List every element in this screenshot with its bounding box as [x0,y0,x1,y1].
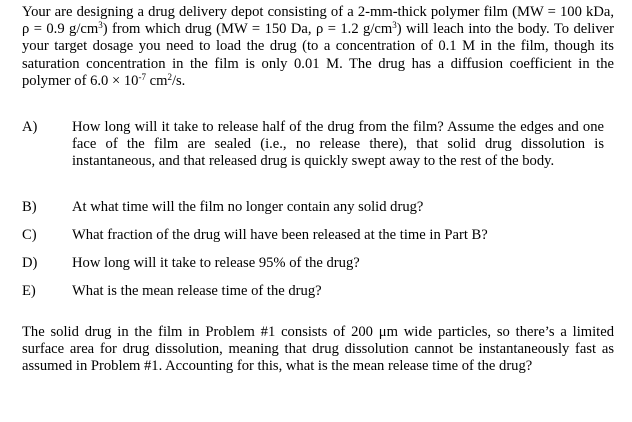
problem-1-text-segment: cm [145,72,168,89]
question-text: At what time will the film no longer contain any solid drug? [72,199,424,215]
problem-1-text-segment: ) will leach into the body. To deliver your target dosage you need to load the drug (to a concentration of 0.1 M in the film, though its saturation concentration in the film is only 0.01 M. The drug has a diffusion coefficient in the polymer of 6.0 × 10 [22,21,614,89]
question-letter: E) [22,283,36,299]
question-letter: B) [22,199,37,215]
question-text: How long will it take to release 95% of the drug? [72,255,360,271]
superscript: 3 [98,20,103,31]
problem-1-text-segment: ) from which drug (MW = 150 Da, ρ = 1.2 g/cm [102,21,393,38]
problem-1-statement [22,4,614,90]
problem-1-text-segment: /s. [171,72,186,89]
question-text: What is the mean release time of the drug? [72,283,322,299]
question-letter: A) [22,119,38,135]
superscript: -7 [138,71,146,82]
question-letter: C) [22,227,37,243]
superscript: 2 [167,71,172,82]
question-letter: D) [22,255,38,271]
question-text: What fraction of the drug will have been released at the time in Part B? [72,227,488,243]
problem-1-text-segment: Your are designing a drug delivery depot consisting of a 2-mm-thick polymer film (MW = 100 kDa, ρ = 0.9 g/cm [22,4,614,38]
question-text: How long will it take to release half of the drug from the film? Assume the edges and one face of the film are sealed (i.e., no release there), that solid drug dissolution is instantaneous, and that released drug is quickly swept away to the rest of the body. [72,119,604,170]
problem-2-statement: The solid drug in the film in Problem #1 consists of 200 μm wide particles, so there’s a limited surface area for drug dissolution, meaning that drug dissolution cannot be instantaneously fast as assumed in Problem #1. Accounting for this, what is the mean release time of the drug? [22,324,614,375]
superscript: 3 [392,20,397,31]
